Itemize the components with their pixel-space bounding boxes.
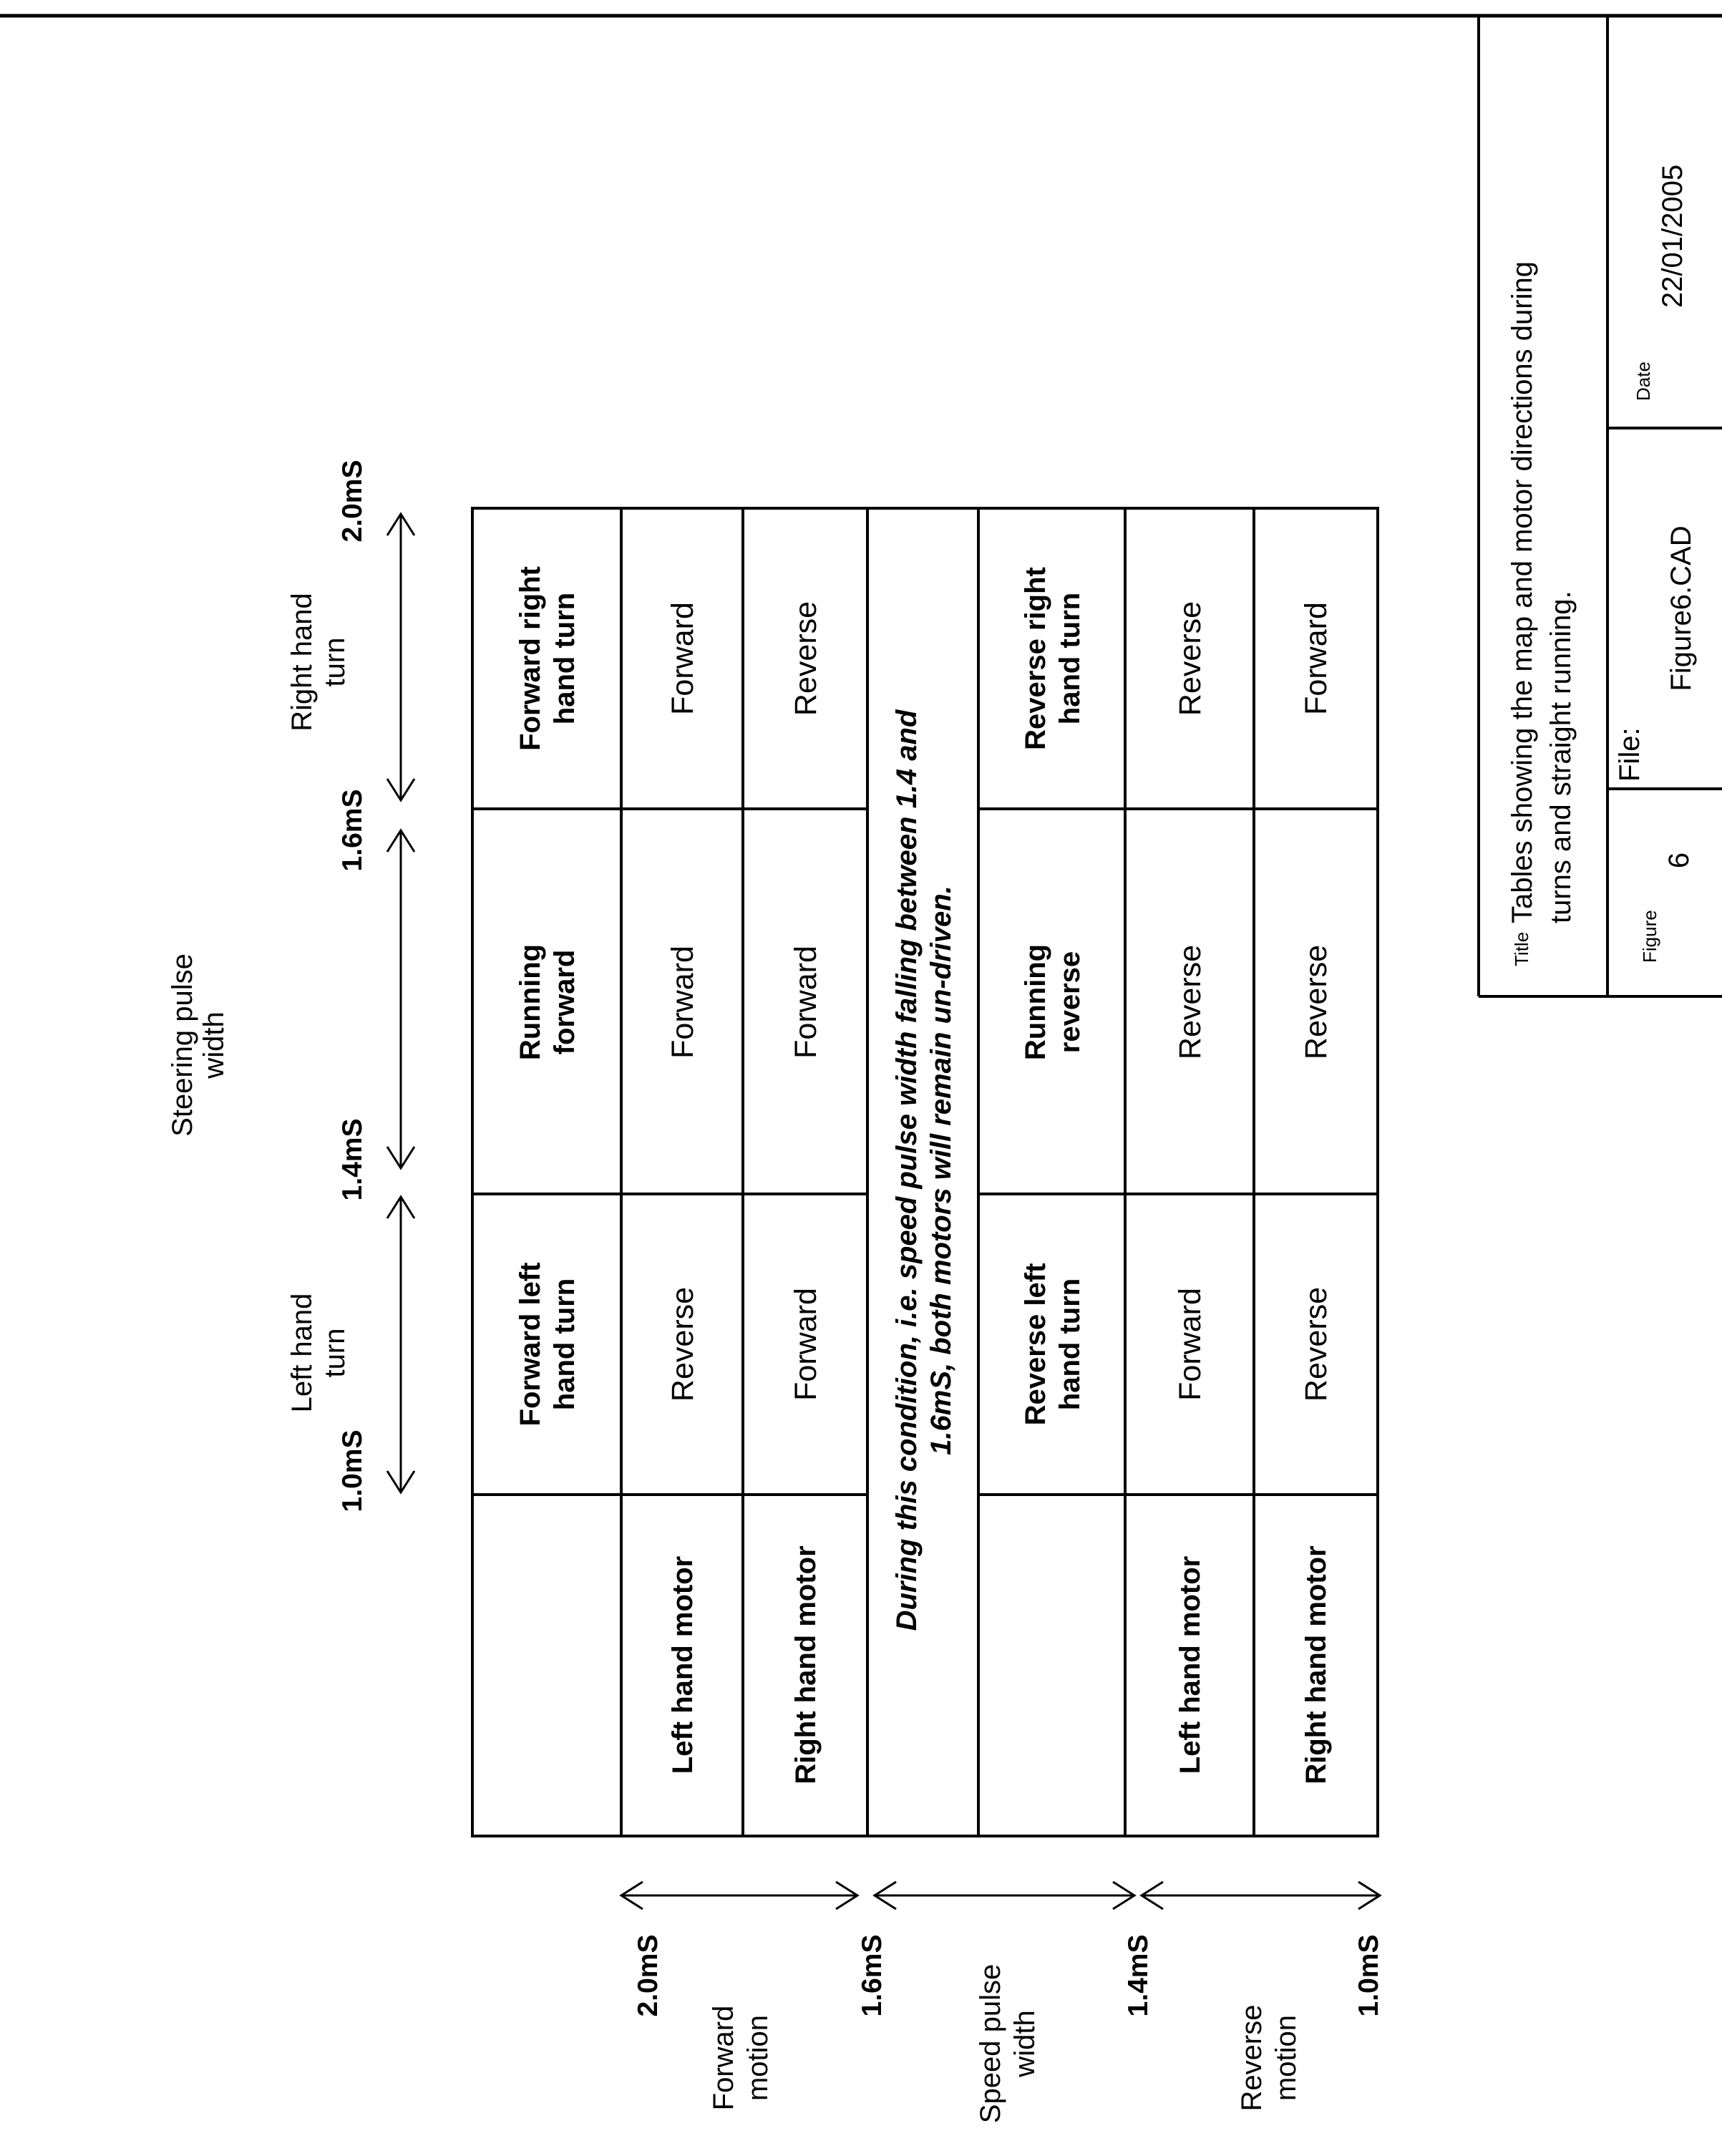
svg-text:Right hand motor: Right hand motor — [1300, 1545, 1332, 1784]
steering-title-line-1: Steering pulse — [167, 953, 198, 1137]
motor-direction-table — [472, 508, 1378, 1836]
svg-text:Speed pulse: Speed pulse — [975, 1963, 1006, 2124]
cell-reverse-right-motor-running: Reverse — [1299, 944, 1333, 1060]
steering-tick-1-4: 1.4mS — [337, 1118, 368, 1201]
reverse-header-running — [1020, 944, 1086, 1060]
file-value: Figure6.CAD — [1665, 525, 1697, 691]
cell-reverse-right-motor-right-turn: Forward — [1299, 602, 1333, 715]
svg-text:hand turn: hand turn — [1054, 592, 1086, 725]
cell-reverse-left-motor-left-turn: Forward — [1173, 1288, 1207, 1401]
cell-reverse-right-motor-left-turn: Reverse — [1299, 1286, 1333, 1402]
cell-reverse-left-motor-right-turn: Reverse — [1173, 601, 1207, 717]
svg-text:Forward left: Forward left — [515, 1262, 546, 1427]
forward-header-left-turn — [515, 1263, 580, 1427]
speed-tick-1-4: 1.4mS — [1123, 1934, 1154, 2017]
cell-reverse-left-motor-running: Reverse — [1173, 944, 1207, 1060]
svg-text:forward: forward — [549, 949, 580, 1055]
svg-text:Reverse left: Reverse left — [1020, 1263, 1051, 1426]
svg-text:Left hand motor: Left hand motor — [1174, 1555, 1206, 1774]
title-block — [1479, 16, 1722, 996]
left-turn-label-line-1: Left hand — [286, 1293, 318, 1413]
date-value: 22/01/2005 — [1657, 164, 1688, 309]
svg-text:motion: motion — [1270, 2014, 1302, 2102]
reverse-header-left-turn — [1020, 1263, 1086, 1426]
svg-text:width: width — [1009, 2010, 1041, 2077]
file-label: File: — [1614, 727, 1645, 782]
svg-text:Reverse right: Reverse right — [1020, 567, 1051, 750]
steering-title-line-2: width — [198, 1011, 230, 1079]
title-label: Title — [1511, 931, 1532, 966]
steering-tick-2-0: 2.0mS — [337, 460, 368, 543]
steering-tick-1-0: 1.0mS — [337, 1429, 368, 1512]
left-turn-range-arrow — [387, 1197, 414, 1492]
reverse-motion-range-arrow — [1142, 1882, 1380, 1909]
svg-text:Running: Running — [1020, 943, 1051, 1061]
forward-motion-range-arrow — [621, 1882, 857, 1909]
svg-text:Right hand motor: Right hand motor — [790, 1545, 822, 1784]
svg-text:During this condition, i.e. sp: During this condition, i.e. speed pulse width falling between 1.4 and — [891, 709, 923, 1631]
date-label: Date — [1633, 361, 1654, 401]
right-turn-range-arrow — [387, 514, 414, 800]
forward-header-right-turn — [515, 566, 580, 751]
cell-forward-right-motor-running: Forward — [789, 946, 823, 1059]
reverse-row-label-right-motor — [1300, 1545, 1332, 1784]
svg-text:Forward right: Forward right — [515, 566, 546, 751]
steering-axis — [167, 460, 414, 1512]
cell-forward-left-motor-right-turn: Forward — [666, 602, 700, 715]
speed-tick-1-0: 1.0mS — [1353, 1934, 1384, 2017]
cell-forward-right-motor-left-turn: Forward — [789, 1288, 823, 1401]
speed-tick-1-6: 1.6mS — [857, 1934, 887, 2017]
svg-text:1.6mS, both motors will remain: 1.6mS, both motors will remain un-driven. — [925, 885, 957, 1455]
svg-text:hand turn: hand turn — [1054, 1278, 1086, 1411]
forward-row-label-right-motor — [790, 1545, 822, 1784]
left-turn-label-line-2: turn — [319, 1328, 351, 1378]
svg-text:Tables showing the map and mot: Tables showing the map and motor directions during — [1507, 261, 1538, 923]
figure-value: 6 — [1663, 852, 1695, 869]
reverse-row-label-left-motor — [1174, 1556, 1206, 1774]
figure-label: Figure — [1639, 910, 1660, 963]
svg-text:Left hand motor: Left hand motor — [667, 1555, 699, 1774]
svg-text:hand turn: hand turn — [549, 1278, 580, 1411]
forward-row-label-left-motor — [667, 1556, 699, 1774]
cell-forward-right-motor-right-turn: Reverse — [789, 601, 823, 717]
right-turn-label-line-2: turn — [319, 637, 351, 687]
svg-text:motion: motion — [742, 2014, 774, 2102]
svg-text:turns and straight running.: turns and straight running. — [1545, 591, 1577, 923]
svg-text:hand turn: hand turn — [549, 592, 580, 725]
dead-band-note — [891, 709, 957, 1631]
svg-text:reverse: reverse — [1054, 951, 1086, 1054]
svg-text:Reverse: Reverse — [1236, 2004, 1268, 2112]
cell-forward-left-motor-left-turn: Reverse — [666, 1286, 700, 1402]
svg-text:Forward: Forward — [708, 2005, 739, 2111]
forward-motion-label — [708, 2006, 774, 2111]
speed-axis — [621, 1882, 1384, 2123]
svg-text:Running: Running — [515, 943, 546, 1061]
drawing-title — [1507, 261, 1577, 923]
cell-forward-left-motor-running: Forward — [666, 946, 700, 1059]
speed-tick-2-0: 2.0mS — [633, 1934, 663, 2017]
right-turn-label-line-1: Right hand — [286, 593, 318, 732]
reverse-header-right-turn — [1020, 567, 1086, 750]
reverse-motion-label — [1236, 2005, 1302, 2112]
steering-tick-1-6: 1.6mS — [337, 789, 368, 872]
dead-band-range-arrow — [875, 1882, 1134, 1909]
straight-range-arrow — [387, 830, 414, 1168]
speed-title — [975, 1964, 1041, 2123]
forward-header-running — [515, 944, 580, 1060]
